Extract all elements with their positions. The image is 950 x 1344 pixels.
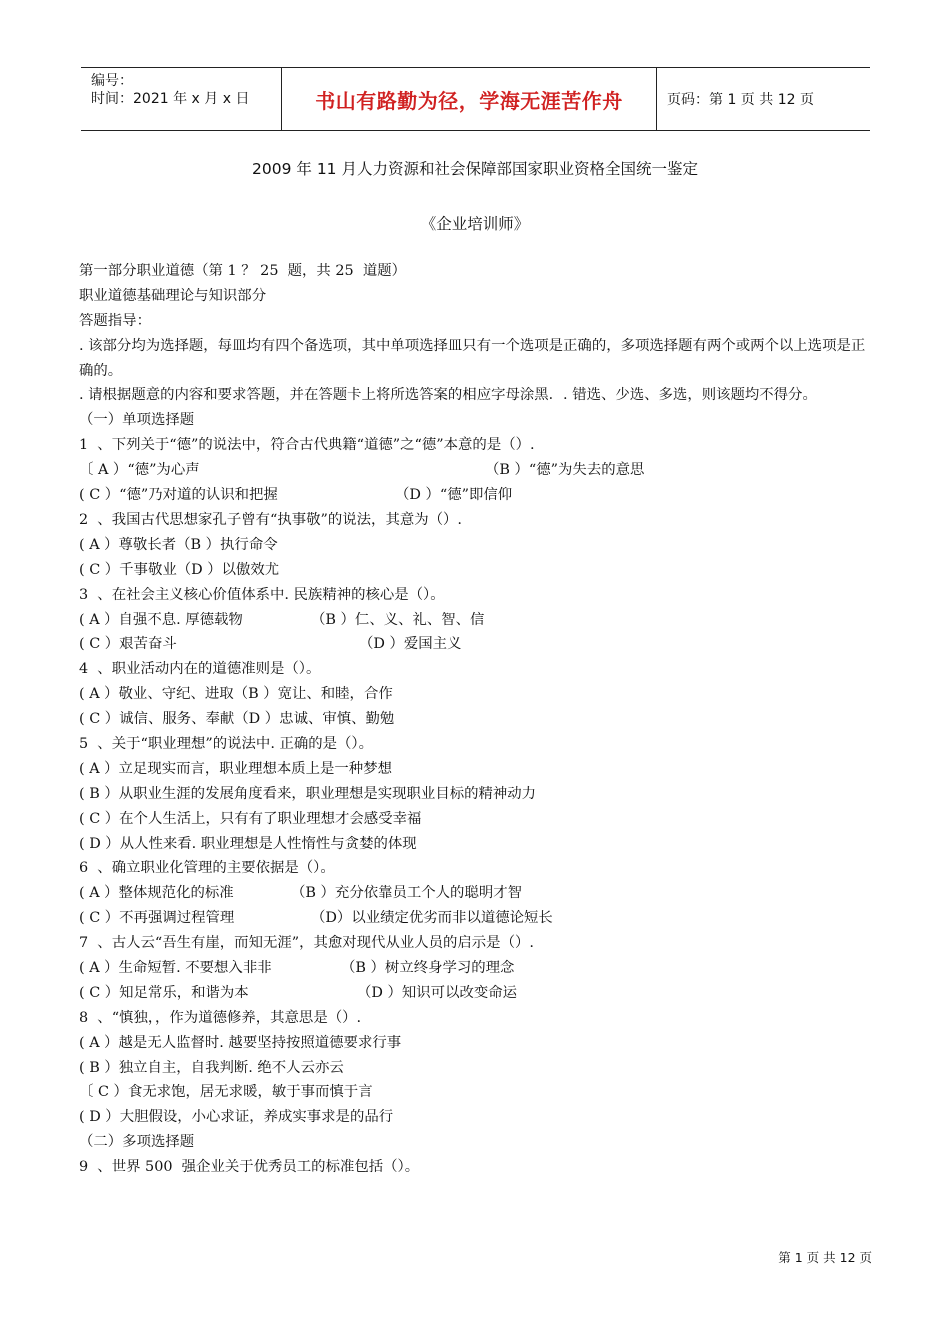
option: （B ）“德”为失去的意思 xyxy=(485,462,645,479)
instruction-2: . 请根据题意的内容和要求答题，并在答题卡上将所选答案的相应字母涂黑．. 错选、少选、多选，则该题均不得分。 xyxy=(79,387,817,404)
option: ( C ）不再强调过程管理 xyxy=(79,910,235,927)
option: （B ）仁、义、礼、智、信 xyxy=(311,611,485,628)
option: ( C ）艰苦奋斗 xyxy=(79,636,177,653)
number-label: 编号： xyxy=(91,73,133,89)
option: ( C ）知足常乐，和谐为本 xyxy=(79,984,249,1001)
question-1: 1 、下列关于“德”的说法中，符合古代典籍“道德”之“德”本意的是（）. xyxy=(79,437,535,454)
document-subtitle: 《企业培训师》 xyxy=(420,215,530,233)
option: （D ）知识可以改变命运 xyxy=(357,984,518,1001)
question-2-options-cd: ( C ）千事敬业（D ）以傲效尤 xyxy=(79,561,280,578)
question-7: 7 、古人云“吾生有崖，而知无涯”，其愈对现代从业人员的启示是（）. xyxy=(79,935,534,952)
question-6: 6 、确立职业化管理的主要依据是（）。 xyxy=(79,860,335,877)
motto-text: 书山有路勤为径，学海无涯苦作舟 xyxy=(315,88,623,113)
option: ( C ）“德”乃对道的认识和把握 xyxy=(79,487,278,504)
question-6-options-ab xyxy=(79,881,875,906)
page-footer: 第 1 页 共 12 页 xyxy=(778,1250,872,1265)
question-2: 2 、我国古代思想家孔子曾有“执事敬”的说法，其意为（）. xyxy=(79,511,462,528)
question-5-option-d: ( D ）从人性来看. 职业理想是人性惰性与贪婪的体现 xyxy=(79,835,417,852)
multi-choice-heading: （二）多项选择题 xyxy=(79,1134,195,1151)
question-5-option-b: ( B ）从职业生涯的发展角度看来，职业理想是实现职业目标的精神动力 xyxy=(79,785,537,802)
option: （B ）树立终身学习的理念 xyxy=(341,959,515,976)
question-8: 8 、“慎独，，作为道德修养，其意思是（）. xyxy=(79,1009,362,1026)
question-9: 9 、世界 500 强企业关于优秀员工的标准包括（）。 xyxy=(79,1159,420,1176)
section-heading: 第一部分职业道德（第 1 ？ 25 题，共 25 道题） xyxy=(79,263,407,279)
time-label: 时间：2021 年 x 月 x 日 xyxy=(91,91,250,107)
option: （B ）充分依靠员工个人的聪明才智 xyxy=(291,885,523,902)
document-title: 2009 年 11 月人力资源和社会保障部国家职业资格全国统一鉴定 xyxy=(252,160,698,178)
question-8-option-b: ( B ）独立自主，自我判断. 绝不人云亦云 xyxy=(79,1059,344,1076)
question-5-option-c: ( C ）在个人生活上，只有有了职业理想才会感受幸福 xyxy=(79,810,422,827)
option: （D ）“德”即信仰 xyxy=(395,487,513,504)
header-table xyxy=(81,67,870,131)
question-8-option-c: 〔 C ）食无求饱，居无求暖，敏于事而慎于言 xyxy=(79,1084,373,1101)
subsection-heading: 职业道德基础理论与知识部分 xyxy=(79,287,267,304)
option: ( A ）整体规范化的标准 xyxy=(79,885,234,902)
question-7-options-ab xyxy=(79,956,875,981)
question-8-option-d: ( D ）大胆假设，小心求证，养成实事求是的品行 xyxy=(79,1109,394,1126)
question-1-options-cd xyxy=(79,483,875,508)
question-3-options-ab xyxy=(79,608,875,633)
question-5: 5 、关于“职业理想”的说法中. 正确的是（）。 xyxy=(79,735,373,752)
question-5-option-a: ( A ）立足现实而言，职业理想本质上是一种梦想 xyxy=(79,760,392,777)
question-4: 4 、职业活动内在的道德准则是（）。 xyxy=(79,661,321,678)
page-info: 页码：第 1 页 共 12 页 xyxy=(667,92,814,108)
option: 〔 A ）“德”为心声 xyxy=(79,462,200,479)
question-8-option-a: ( A ）越是无人监督时. 越要坚持按照道德要求行事 xyxy=(79,1034,402,1051)
question-3-options-cd xyxy=(79,632,875,657)
header-info-cell xyxy=(81,68,281,130)
header-motto-cell xyxy=(281,68,657,130)
option: ( A ）自强不息. 厚德载物 xyxy=(79,611,243,628)
option: （D ）爱国主义 xyxy=(359,636,462,653)
question-2-options-ab: ( A ）尊敬长者（B ）执行命令 xyxy=(79,536,278,553)
question-7-options-cd xyxy=(79,981,875,1006)
instructions-heading: 答题指导： xyxy=(79,312,151,329)
question-4-options-ab: ( A ）敬业、守纪、进取（B ）宽让、和睦，合作 xyxy=(79,686,393,703)
question-3: 3 、在社会主义核心价值体系中. 民族精神的核心是（）。 xyxy=(79,586,445,603)
option: ( A ）生命短暂. 不要想入非非 xyxy=(79,959,272,976)
single-choice-heading: （一）单项选择题 xyxy=(79,412,195,429)
document-body xyxy=(79,259,875,1180)
header-page-cell xyxy=(657,68,870,130)
question-1-options-ab xyxy=(79,458,875,483)
instruction-1: . 该部分均为选择题，每皿均有四个备选项，其中单项选择皿只有一个选项是正确的，多项选择题有两个或两个以上选项是正确的。 xyxy=(79,337,866,379)
question-6-options-cd xyxy=(79,906,875,931)
option: （D）以业绩定优劣而非以道德论短长 xyxy=(311,910,553,927)
question-4-options-cd: ( C ）诚信、服务、奉献（D ）忠诚、审慎、勤勉 xyxy=(79,711,395,728)
